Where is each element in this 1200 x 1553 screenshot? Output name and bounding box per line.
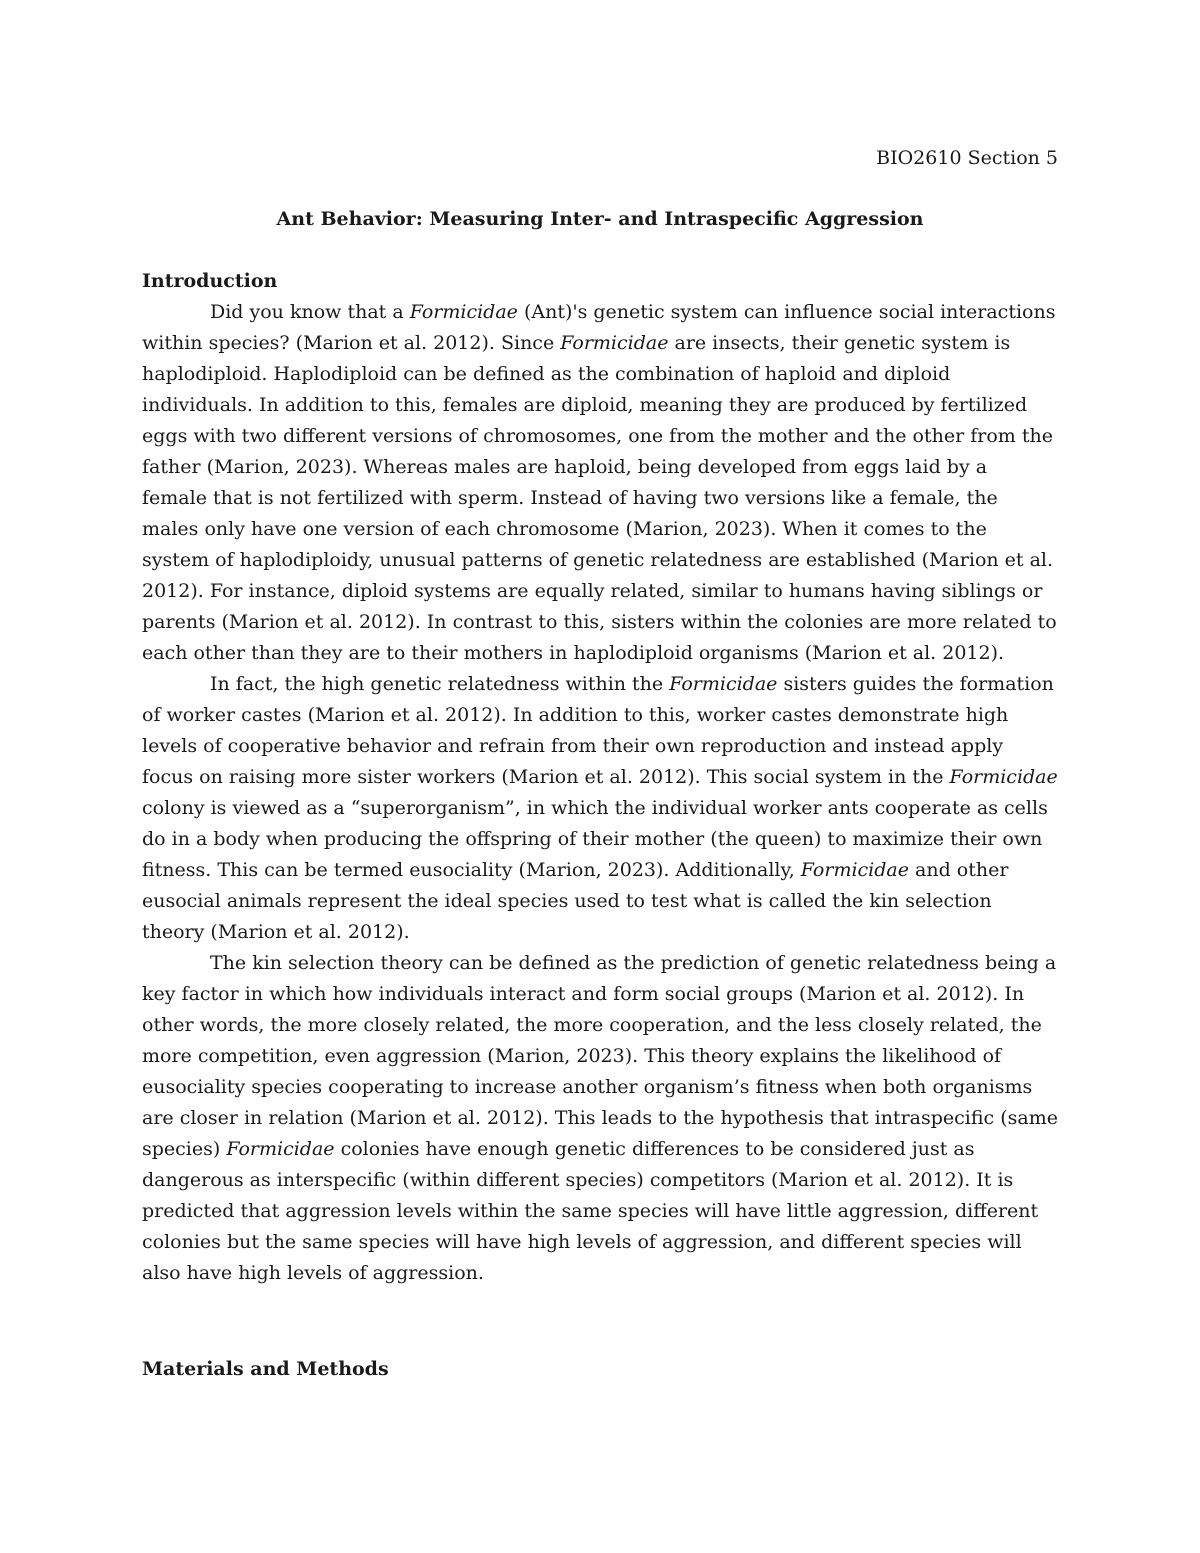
course-section-header: BIO2610 Section 5 bbox=[876, 147, 1058, 169]
species-name: Formicidae bbox=[949, 766, 1058, 788]
species-name: Formicidae bbox=[669, 673, 778, 695]
document-title: Ant Behavior: Measuring Inter- and Intraspecific Aggression bbox=[276, 208, 924, 230]
text-run: The kin selection theory can be defined as the prediction of genetic relatedness being a key factor in which how individuals interact and form social groups (Marion et al. 2012). In other words, the more closely related, the more cooperation, and the less closely related, the more competition, even aggression (Marion, 2023). This theory explains the likelihood of eusociality species cooperating to increase another organism’s fitness when both organisms are closer in relation (Marion et al. 2012). This leads to the hypothesis that intraspecific (same species) bbox=[142, 952, 1058, 1160]
species-name: Formicidae bbox=[409, 301, 518, 323]
text-run: are insects, their genetic system is haplodiploid. Haplodiploid can be defined as the combination of haploid and diploid individuals. In addition to this, females are diploid, meaning they are produced by fertilized eggs with two different versions of chromosomes, one from the mother and the other from the father (Marion, 2023). Whereas males are haploid, being developed from eggs laid by a female that is not fertilized with sperm. Instead of having two versions like a female, the males only have one version of each chromosome (Marion, 2023). When it comes to the system of haplodiploidy, unusual patterns of genetic relatedness are established (Marion et al. 2012). For instance, diploid systems are equally related, similar to humans having siblings or parents (Marion et al. 2012). In contrast to this, sisters within the colonies are more related to each other than they are to their mothers in haplodiploid organisms (Marion et al. 2012). bbox=[142, 332, 1057, 664]
text-run: sisters guides the formation of worker castes (Marion et al. 2012). In addition to this, worker castes demonstrate high levels of cooperative behavior and refrain from their own reproduction and instead apply focus on raising more sister workers (Marion et al. 2012). This social system in the bbox=[142, 673, 1054, 788]
text-run: and other eusocial animals represent the ideal species used to test what is called the kin selection theory (Marion et al. 2012). bbox=[142, 859, 1009, 943]
text-run: colony is viewed as a “superorganism”, in which the individual worker ants cooperate as cells do in a body when producing the offspring of their mother (the queen) to maximize their own fitness. This can be termed eusociality (Marion, 2023). Additionally, bbox=[142, 797, 1048, 881]
species-name: Formicidae bbox=[800, 859, 909, 881]
species-name: Formicidae bbox=[226, 1138, 335, 1160]
materials-and-methods-heading: Materials and Methods bbox=[142, 1358, 389, 1380]
species-name: Formicidae bbox=[560, 332, 669, 354]
text-run: In fact, the high genetic relatedness within the bbox=[210, 673, 670, 695]
text-run: Did you know that a bbox=[210, 301, 410, 323]
text-run: colonies have enough genetic differences to be considered just as dangerous as interspecific (within different species) competitors (Marion et al. 2012). It is predicted that aggression levels within the same species will have little aggression, different colonies but the same species will have high levels of aggression, and different species will also have high levels of aggression. bbox=[142, 1138, 1039, 1284]
introduction-section bbox=[142, 266, 1058, 1289]
introduction-paragraph-2 bbox=[142, 669, 1058, 948]
introduction-paragraph-3 bbox=[142, 948, 1058, 1289]
text-run: (Ant)'s genetic system can influence social interactions within species? (Marion et al. 2012). Since bbox=[142, 301, 1056, 354]
introduction-paragraph-1 bbox=[142, 297, 1058, 669]
introduction-heading: Introduction bbox=[142, 270, 278, 292]
